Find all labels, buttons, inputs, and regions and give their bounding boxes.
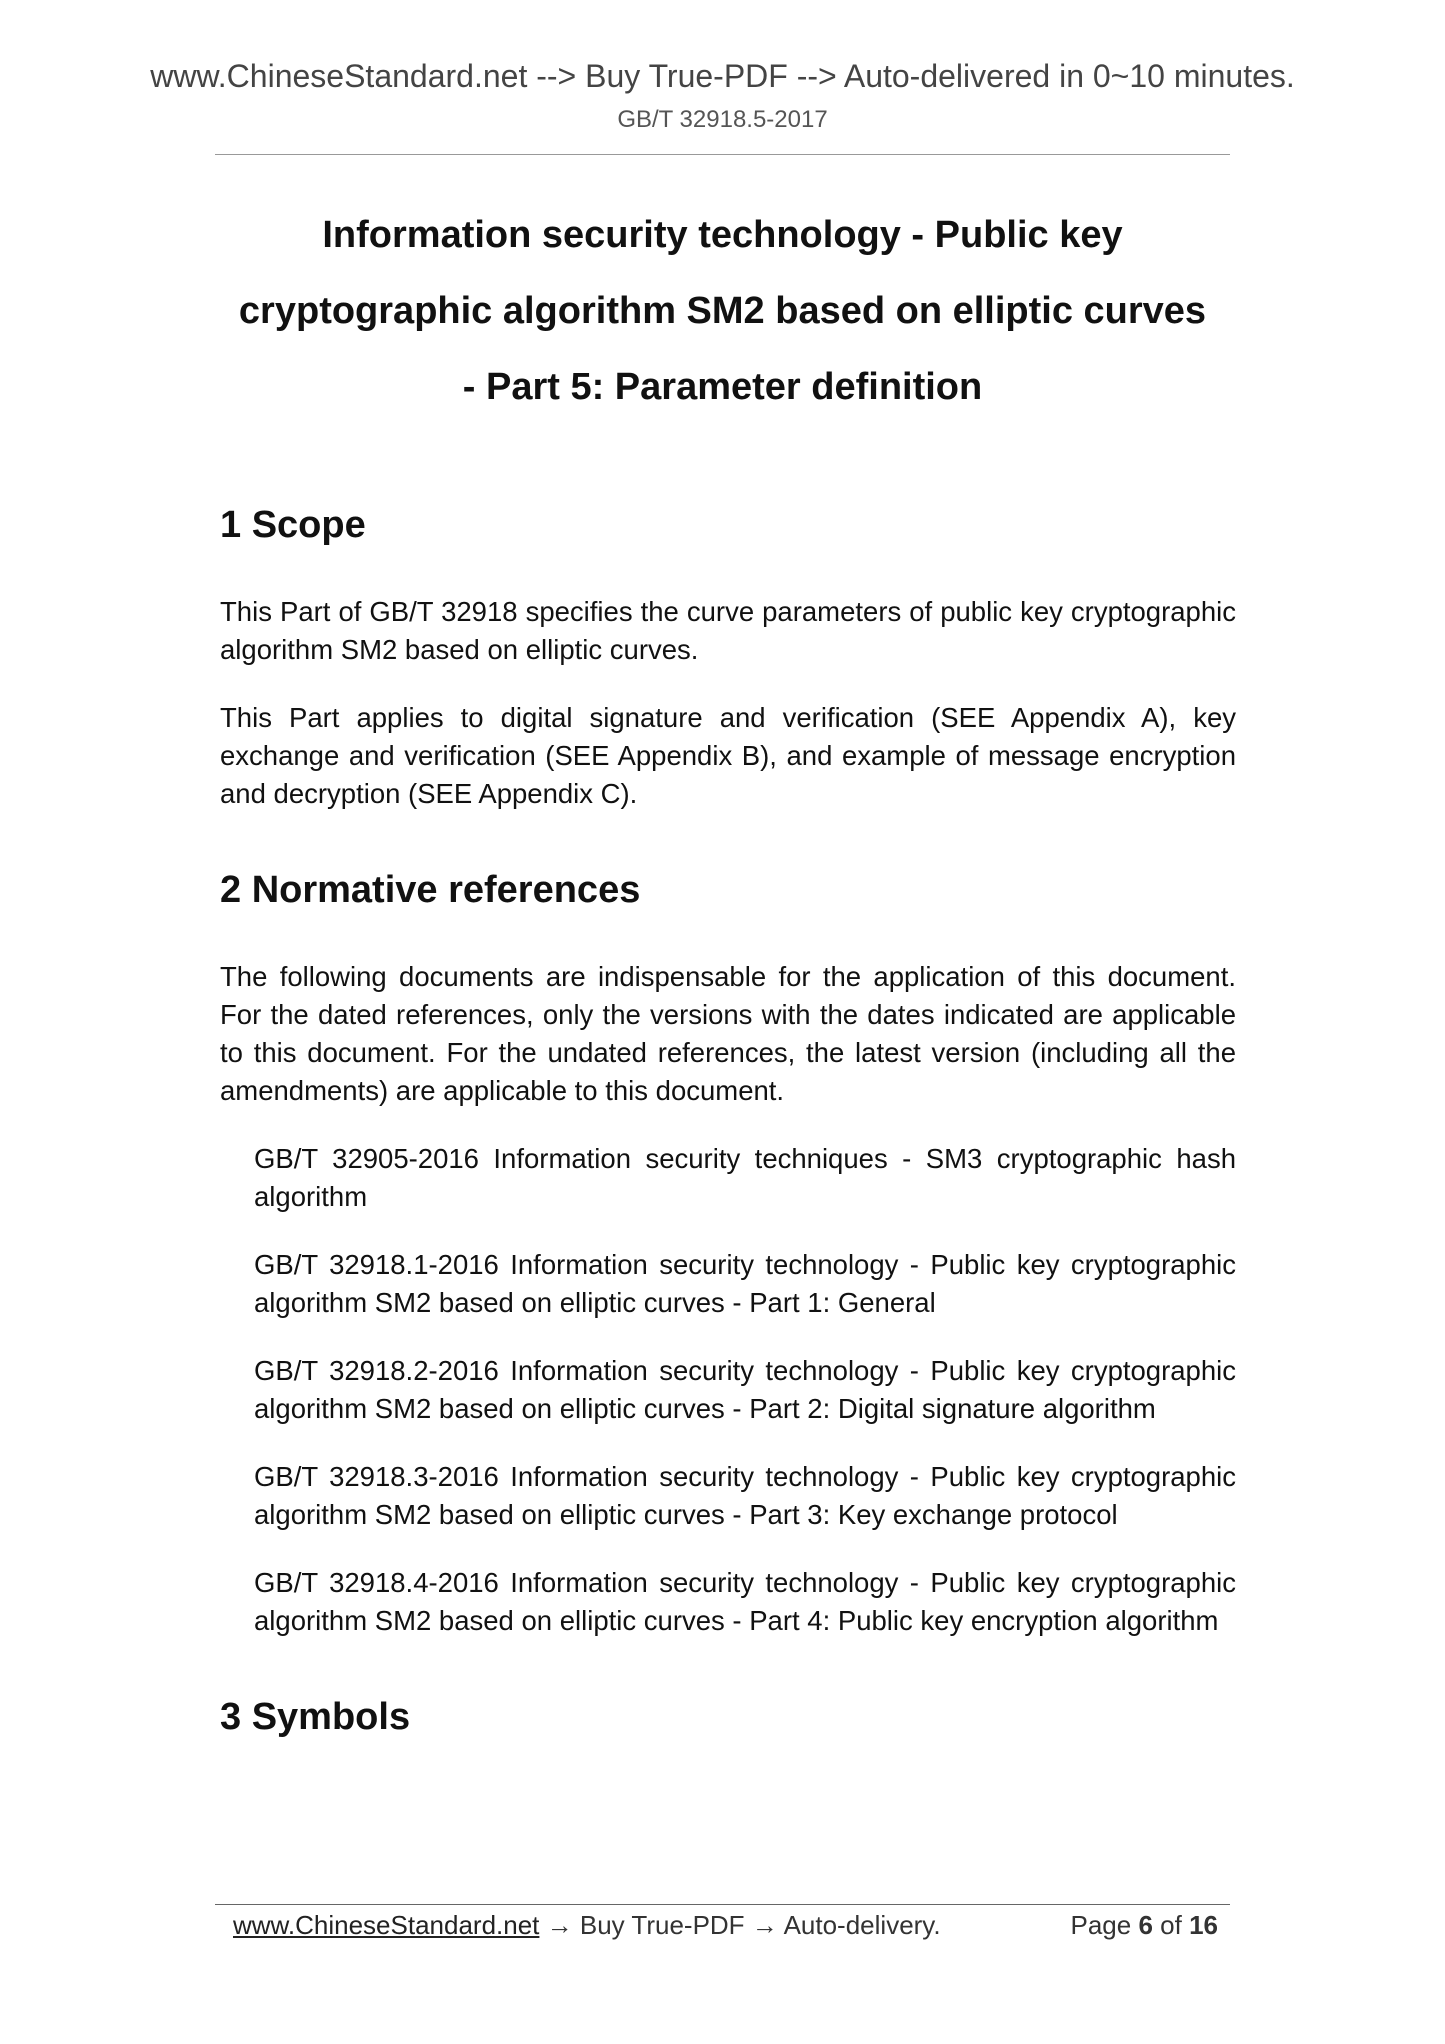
header-banner: www.ChineseStandard.net --> Buy True-PDF --> Auto-delivered in 0~10 minutes. xyxy=(150,58,1295,94)
section-heading-scope: 1 Scope xyxy=(220,504,366,546)
page-number: 6 xyxy=(1138,1910,1153,1940)
page-of-label: of xyxy=(1160,1910,1182,1940)
section-heading-normative-references: 2 Normative references xyxy=(220,869,641,911)
footer-site-link[interactable]: www.ChineseStandard.net xyxy=(233,1910,540,1940)
reference-item: GB/T 32918.4-2016 Information security technology - Public key cryptographic algorithm SM2 based on elliptic curves - Part 4: Public key encryption algorithm xyxy=(254,1567,1236,1636)
footer-tagline: → Buy True-PDF → Auto-delivery. xyxy=(539,1910,941,1940)
header-standard-id: GB/T 32918.5-2017 xyxy=(617,106,828,133)
footer xyxy=(233,1905,1218,1945)
page-total: 16 xyxy=(1189,1910,1218,1940)
title-line-2: cryptographic algorithm SM2 based on elliptic curves xyxy=(238,290,1207,332)
section-heading-symbols: 3 Symbols xyxy=(220,1696,411,1738)
reference-item: GB/T 32918.3-2016 Information security technology - Public key cryptographic algorithm SM2 based on elliptic curves - Part 3: Key exchange protocol xyxy=(254,1461,1236,1530)
scope-paragraph: This Part applies to digital signature and verification (SEE Appendix A), key exchange and verification (SEE Appendix B), and example of message encryption and decryption (SEE Appendix C). xyxy=(220,702,1236,809)
title-line-1: Information security technology - Public key xyxy=(322,214,1123,256)
scope-paragraph: This Part of GB/T 32918 specifies the curve parameters of public key cryptographic algorithm SM2 based on elliptic curves. xyxy=(220,596,1236,665)
reference-item: GB/T 32918.2-2016 Information security technology - Public key cryptographic algorithm SM2 based on elliptic curves - Part 2: Digital signature algorithm xyxy=(254,1355,1236,1424)
document-body xyxy=(220,500,1236,1742)
normative-intro-paragraph: The following documents are indispensable for the application of this document. For the dated references, only the versions with the dates indicated are applicable to this document. For the undated references, the latest version (including all the amendments) are applicable to this document. xyxy=(220,961,1236,1106)
page-label: Page xyxy=(1070,1910,1132,1940)
reference-item: GB/T 32905-2016 Information security techniques - SM3 cryptographic hash algorithm xyxy=(254,1143,1236,1212)
page-indicator xyxy=(1070,1905,1218,1945)
reference-item: GB/T 32918.1-2016 Information security technology - Public key cryptographic algorithm SM2 based on elliptic curves - Part 1: General xyxy=(254,1249,1236,1318)
header-divider xyxy=(215,154,1230,155)
title-line-3: - Part 5: Parameter definition xyxy=(462,366,983,408)
